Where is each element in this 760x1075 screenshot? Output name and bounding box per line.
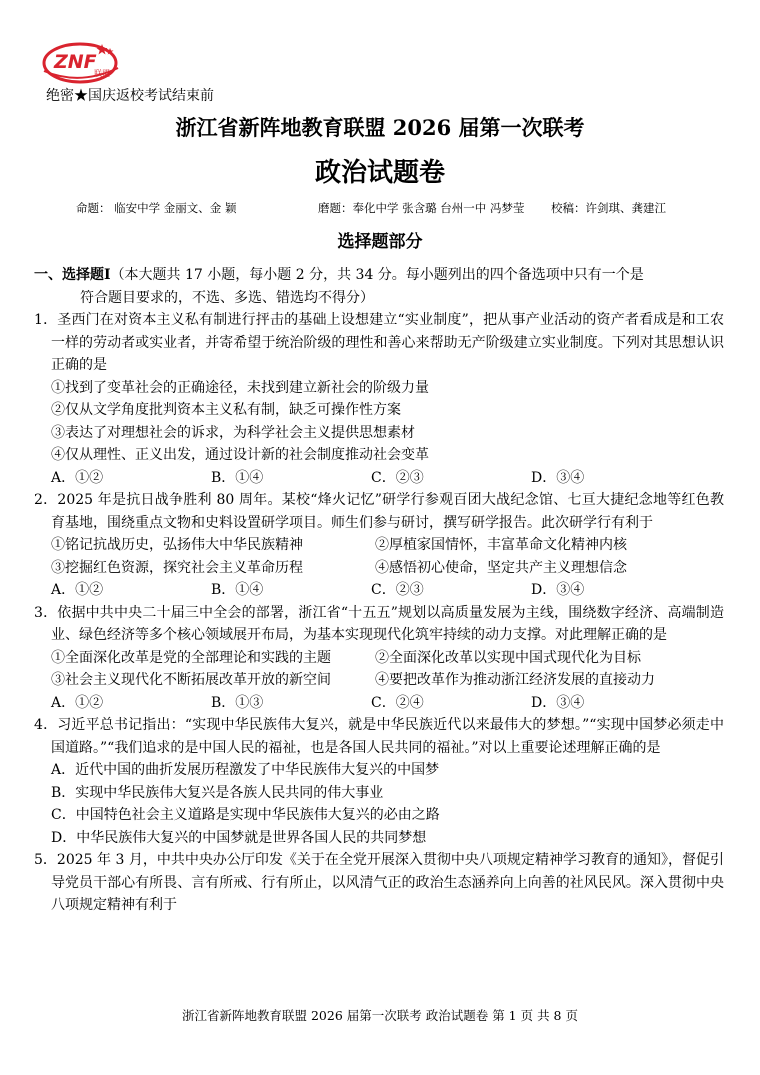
q4-option-c: C．中国特色社会主义道路是实现中华民族伟大复兴的必由之路 [51,807,440,823]
question-content [34,264,724,917]
q4-option-b: B．实现中华民族伟大复兴是各族人民共同的伟大事业 [51,784,384,801]
q3-statement-1: ①全面深化改革是党的全部理论和实践的主题 [51,649,331,666]
svg-text:联盟: 联盟 [94,69,110,78]
part1-intro-a: （本大题共 17 小题，每小题 2 分，共 34 分。每小题列出的四个备选项中只有一个是 [110,267,644,283]
q5-stem: 5．2025 年 3 月，中共中央办公厅印发《关于在全党开展深入贯彻中央八项规定精神学习教育的通知》，督促引导党员干部心有所畏、言有所戒、行有所止，以风清气正的政治生态涵养向上向善的社风民风。深入贯彻中央八项规定精神有利于 [34,852,724,913]
q1-statement-4: ④仅从理性、正义出发，通过设计新的社会制度推动社会变革 [51,447,429,463]
q1-statement-2: ②仅从文学角度批判资本主义私有制，缺乏可操作性方案 [51,402,401,418]
q2-statements-row-1 [34,534,724,557]
q1-option-b: B．①④ [211,469,264,486]
q4-stem: 4．习近平总书记指出：“实现中华民族伟大复兴，就是中华民族近代以来最伟大的梦想。”“实现中国梦必须走中国道路。”“我们追求的是中国人民的福祉，也是各国人民共同的福祉。”对以上重要论述理解正确的是 [34,717,724,756]
q1-stem: 1．圣西门在对资本主义私有制进行抨击的基础上设想建立“实业制度”，把从事产业活动的资产者看成是和工农一样的劳动者或实业者，并寄希望于统治阶级的理性和善心来帮助无产阶级建立实业制度。下列对其思想认识正确的是 [34,312,724,373]
part1-intro [34,264,724,287]
confidential-note: 绝密★国庆返校考试结束前 [46,88,214,104]
q1-statement-3: ③表达了对理想社会的诉求，为科学社会主义提供思想素材 [51,424,415,441]
part1-intro-b: 符合题目要求的，不选、多选、错选均不得分） [80,289,374,306]
credits-review: 磨题：奉化中学 张含璐 台州一中 冯梦莹 [318,201,525,215]
q3-statement-3: ③社会主义现代化不断拓展改革开放的新空间 [51,672,331,688]
credits-author: 命题： 临安中学 金丽文、金 颖 [76,201,237,215]
q2-stem: 2．2025 年是抗日战争胜利 80 周年。某校“烽火记忆”研学行参观百团大战纪念馆、七亘大捷纪念地等红色教育基地，围绕重点文物和史料设置研学项目。师生们参与研讨，撰写研学报告。此次研学行有利于 [34,492,724,531]
q4-option-a: A．近代中国的曲折发展历程激发了中华民族伟大复兴的中国梦 [51,762,440,778]
q2-option-b: B．①④ [211,582,264,598]
q3-statement-4: ④要把改革作为推动浙江经济发展的直接动力 [375,672,655,688]
q1-option-d: D．③④ [531,469,585,486]
q3-option-c: C．②④ [371,694,424,711]
credits-proof: 校稿：许剑琪、龚建江 [551,201,666,215]
q1-statement-1: ①找到了变革社会的正确途径，未找到建立新社会的阶级力量 [51,379,429,396]
section-heading: 选择题部分 [337,232,423,252]
q4-option-d: D．中华民族伟大复兴的中国梦就是世界各国人民的共同梦想 [51,829,427,846]
q1-option-c: C．②③ [371,469,424,486]
q3-option-d: D．③④ [531,694,585,711]
q3-option-a: A．①② [51,694,104,711]
q3-statements-row-2 [34,669,724,692]
q2-statement-2: ②厚植家国情怀，丰富革命文化精神内核 [375,537,627,553]
q3-stem: 3．依据中共中央二十届三中全会的部署，浙江省“十五五”规划以高质量发展为主线，围绕数字经济、高端制造业、绿色经济等多个核心领域展开布局，为基本实现现代化筑牢持续的动力支撑。对此理解正确的是 [34,604,724,643]
q3-option-b: B．①③ [211,694,264,711]
znf-logo [40,38,122,86]
q2-statement-3: ③挖掘红色资源，探究社会主义革命历程 [51,559,303,576]
q2-option-d: D．③④ [531,582,585,598]
svg-text:ZNF: ZNF [54,51,97,73]
q2-statements-row-2 [34,557,724,580]
exam-title: 浙江省新阵地教育联盟 2026 届第一次联考 [175,115,585,140]
q2-options [34,579,724,602]
q2-option-c: C．②③ [371,582,424,598]
znf-logo-graphic [40,38,122,86]
q3-statement-2: ②全面深化改革以实现中国式现代化为目标 [375,649,641,666]
page-footer: 浙江省新阵地教育联盟 2026 届第一次联考 政治试题卷 第 1 页 共 8 页 [182,1008,578,1023]
q2-option-a: A．①② [51,582,104,598]
q3-statements-row-1 [34,647,724,670]
q1-options [34,467,724,490]
q1-option-a: A．①② [51,469,104,486]
q2-statement-4: ④感悟初心使命，坚定共产主义理想信念 [375,559,627,576]
q3-options [34,692,724,715]
exam-subtitle: 政治试题卷 [314,158,445,188]
q2-statement-1: ①铭记抗战历史，弘扬伟大中华民族精神 [51,537,303,553]
part1-label: 一、选择题Ⅰ [34,267,111,283]
